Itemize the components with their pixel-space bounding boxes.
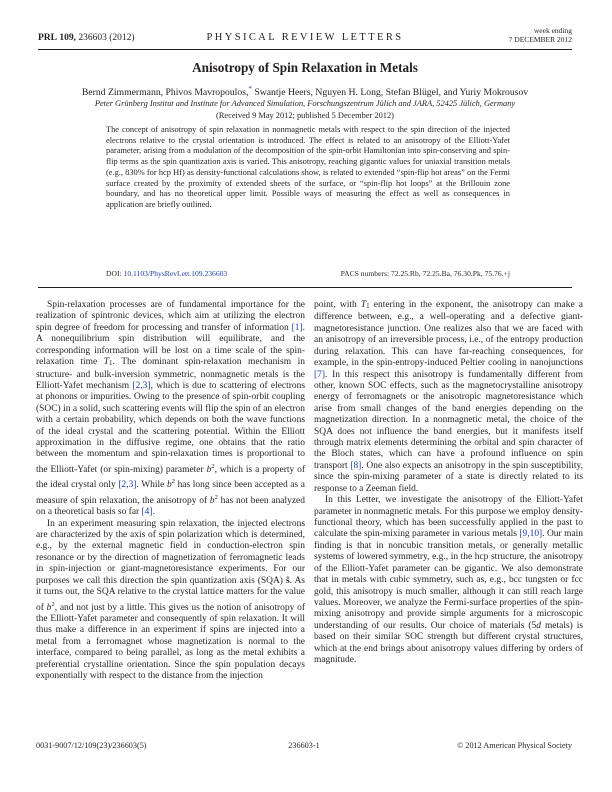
- paragraph-intro: [36, 300, 305, 519]
- text-run: . While: [136, 480, 167, 491]
- copyright: © 2012 American Physical Society: [457, 741, 572, 750]
- symbol-b: b: [206, 464, 212, 475]
- journal-code: 0031-9007/12/109(23)/236603(5): [36, 741, 147, 750]
- journal-pages: 236603 (2012): [78, 33, 135, 43]
- ref-link-7[interactable]: [7]: [314, 369, 326, 380]
- text-run: In this Letter, we investigate the anisotropy of the Elliott-Yafet parameter in nonmagnetic metals. For this purpose we employ density-functional theory, which has been successfully applied in the past to calculate the spin-mixing parameter in various metals: [314, 495, 583, 540]
- text-run: entering in the exponent, the anisotropy can make a difference between, e.g., a well-operating and a defective giant-magnetoresistance junction. One realizes also that we are faced with an anisotropy of an irreversible process, i.e., of the entropy production during relaxation. This can have far-reaching consequences, for example, in the spin-entropy-induced Peltier cooling in nanojunctions: [314, 300, 583, 369]
- doi-link[interactable]: 10.1103/PhysRevLett.109.236603: [123, 269, 228, 278]
- header-rule: [38, 49, 572, 50]
- subscript-1: 1: [108, 359, 113, 368]
- text-run: point, with: [314, 300, 361, 310]
- text-run: . One also expects an anisotropy in the spin susceptibility, since the spin-mixing parameter of a state is directly related to its response to a Zeeman field.: [314, 460, 584, 494]
- week-ending-label: week ending: [533, 26, 572, 35]
- affiliation: Peter Grünberg Institut and Institute for Advanced Simulation, Forschungszentrum Jülich and JARA, 52425 Jülich, Germany: [94, 99, 516, 108]
- week-ending-date: 7 DECEMBER 2012: [508, 35, 572, 44]
- paragraph-experiment: [36, 519, 305, 683]
- body-column-left: [36, 300, 305, 683]
- doi-label: DOI:: [106, 269, 122, 278]
- superscript-2: 2: [51, 600, 55, 608]
- superscript-2: 2: [171, 478, 175, 486]
- running-header: [38, 26, 572, 48]
- authors-part-2: Swantje Heers, Nguyen H. Long, Stefan Blügel, and Yuriy Mokrousov: [251, 87, 529, 99]
- journal-name: PHYSICAL REVIEW LETTERS: [206, 32, 404, 43]
- ref-link-8[interactable]: [8]: [350, 460, 362, 471]
- text-run: , which is a property of the ideal crystal only: [36, 464, 305, 491]
- journal-abbrev: PRL: [38, 33, 57, 43]
- issue-date: [509, 26, 572, 44]
- text-run: .: [152, 507, 155, 518]
- article-title: Anisotropy of Spin Relaxation in Metals: [192, 60, 418, 75]
- text-run: . A nonequilibrium spin distribution will equilibrate, and the corresponding information will be lost on a time scale of the spin-relaxation time: [36, 322, 305, 368]
- symbol-d: d: [536, 620, 542, 631]
- doi-pacs-line: [106, 269, 510, 281]
- paragraph-experiment-continued: [314, 300, 583, 495]
- symbol-b: b: [209, 495, 215, 506]
- page-number: 236603-1: [288, 741, 320, 750]
- text-run: , and not just by a little. This gives us the notion of anisotropy of the Elliott-Yafet parameter and consequently of spin relaxation. It will thus make a difference in an experiment if spins are injected into a metal from a ferromagnet whose magnetization is normal to the interface, compared to being parallel, as long as the metal exhibits a preferential crystalline orientation. Since the spin population decays exponentially with respect to the distance from the injection: [36, 602, 305, 682]
- text-run: . As it turns out, the SQA relative to the crystal lattice matters for the value of: [36, 575, 305, 613]
- pacs-numbers: PACS numbers: 72.25.Rb, 72.25.Ba, 76.30.Pk, 75.76.+j: [340, 269, 510, 278]
- superscript-2: 2: [214, 493, 218, 501]
- ref-link-9-10[interactable]: [9,10]: [519, 529, 543, 540]
- page-footer: [36, 741, 572, 753]
- text-run: has long since been accepted as a measure of spin relaxation, the anisotropy of: [36, 480, 305, 506]
- ref-link-2-3[interactable]: [2,3]: [132, 380, 151, 391]
- received-dates: (Received 9 May 2012; published 5 December 2012): [216, 111, 394, 120]
- symbol-s-hat: ŝ: [285, 575, 290, 586]
- text-run: . The dominant spin-relaxation mechanism in structure- and bulk-inversion symmetric, nonmagnetic metals is the Elliott-Yafet mechanism: [36, 357, 305, 391]
- text-run: , which is due to scattering of electrons at phonons or impurities. Owing to the presence of spin-orbit coupling (SOC) in a solid, such scattering events will flip the spin of an electron with a certain probability, which depends on both the wave functions of the ideal crystal and the scattering potential. Within the Elliott approximation in the diffusive regime, one obtains that the ratio between the momentum and spin-relaxation times is proportional to the Elliott-Yafet (or spin-mixing) parameter: [36, 380, 305, 475]
- text-run: has not been analyzed on a theoretical basis so far: [36, 495, 305, 518]
- author-list: [38, 85, 572, 98]
- text-run: . Our main finding is that in noncubic transition metals, or generally metallic systems of lowered symmetry, e.g., in the hcp structure, the anisotropy of the Elliott-Yafet parameter can be gigantic. We also demonstrate that in metals with cubic symmetry, such as, e.g., bcc tungsten or fcc gold, this anisotropy is much smaller, although it can still reach large values. Moreover, we analyze the Fermi-surface properties of the spin-mixing anisotropy and provide simple arguments for a microscopic understanding of our results. Our choice of materials (5: [314, 529, 583, 631]
- ref-link-2-3[interactable]: [2,3]: [118, 480, 137, 491]
- authors-part-1: Bernd Zimmermann, Phivos Mavropoulos,: [81, 87, 249, 99]
- paragraph-this-letter: [314, 495, 583, 666]
- ref-link-1[interactable]: [1]: [291, 322, 303, 333]
- corresponding-author-mark[interactable]: *: [248, 85, 252, 93]
- ref-link-4[interactable]: [4]: [141, 507, 153, 518]
- journal-volume: 109,: [59, 33, 76, 43]
- symbol-T: T: [103, 357, 109, 368]
- superscript-2: 2: [211, 462, 215, 470]
- body-column-right: [314, 300, 583, 667]
- text-run: Spin-relaxation processes are of fundamental importance for the realization of spintronic devices, which aim at utilizing the electron spin degree of freedom for processing and transfer of information: [36, 300, 305, 333]
- abstract: The concept of anisotropy of spin relaxation in nonmagnetic metals with respect to the spin direction of the injected electrons relative to the crystal orientation is introduced. The effect is related to an anisotropy of the Elliott-Yafet parameter, arising from a modulation of the decomposition of the spin-orbit Hamiltonian into spin-conserving and spin-flip terms as the spin quantization axis is varied. This anisotropy, reaching gigantic values for uniaxial transition metals (e.g., 830% for hcp Hf) as density-functional calculations show, is related to extended “spin-flip hot areas” on the Fermi surface created by the proximity of extended sheets of the surface, or “spin-flip hot loops” at the Brillouin zone boundary, and has no theoretical upper limit. Possible ways of measuring the effect as well as consequences in application are briefly outlined.: [106, 125, 510, 210]
- subscript-1: 1: [366, 302, 370, 310]
- doi: [106, 269, 227, 278]
- text-run: . In this respect this anisotropy is fundamentally different from other, known SOC effects, such as the magnetocrystalline anisotropy energy of ferromagnets or the anisotropic magnetoresistance which arise from small changes of the band energies depending on the magnetization direction. In a nonmagnetic metal, the choice of the SQA does not influence the band energies, but it manifests itself through matrix elements determining the orbital and spin character of the Bloch states, which can have a profound influence on spin transport: [314, 369, 583, 471]
- symbol-T: T: [360, 300, 367, 310]
- symbol-b: b: [46, 602, 52, 613]
- text-run: In an experiment measuring spin relaxation, the injected electrons are characterized by the axis of spin polarization which is determined, e.g., by the external magnetic field in conduction-electron spin resonance or by the direction of magnetization of ferromagnetic leads in spin-injection or giant-magnetoresistance experiments. For our purposes we call this direction the spin quantization axis (SQA): [36, 518, 305, 586]
- abstract-rule: [38, 287, 572, 288]
- text-run: metals) is based on their similar SOC strength but different crystal structures, which at the end brings about anisotropy values differing by orders of magnitude.: [314, 620, 584, 666]
- symbol-b: b: [166, 480, 172, 491]
